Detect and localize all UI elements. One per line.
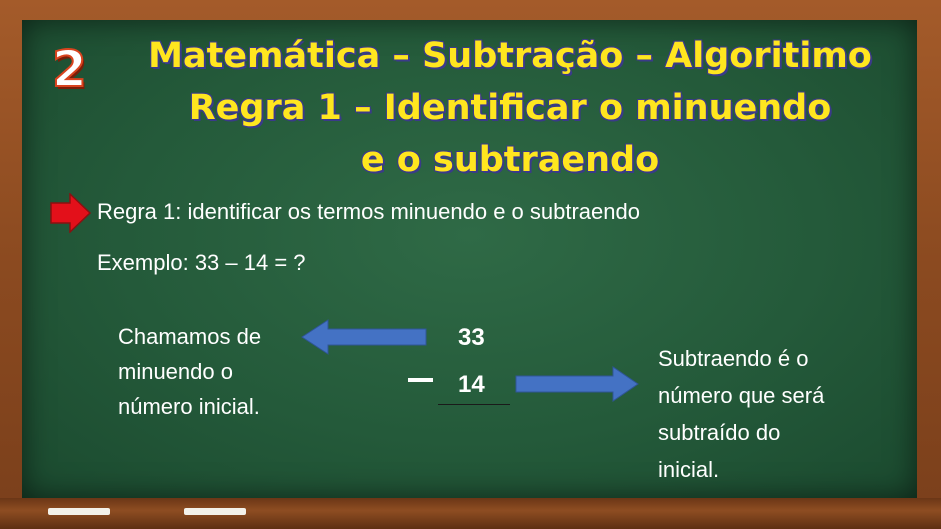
subtrahend-note-line: número que será [658, 383, 825, 408]
result-line [438, 404, 510, 405]
chalk-tray [0, 498, 941, 529]
minuend-note-line: número inicial. [118, 394, 260, 419]
title-line-3: e o subtraendo [360, 140, 660, 180]
minus-sign [408, 378, 433, 382]
subtrahend-note-line: Subtraendo é o [658, 346, 809, 371]
left-arrow-icon [300, 318, 428, 356]
subtrahend-note-line: subtraído do [658, 420, 781, 445]
rule-text: Regra 1: identificar os termos minuendo e o subtraendo [97, 199, 640, 224]
slide-number: 2 [52, 40, 87, 98]
minuend-note-line: minuendo o [118, 359, 233, 384]
chalk-piece [184, 508, 246, 515]
minuend-note-line: Chamamos de [118, 324, 262, 349]
title-line-1: Matemática – Subtração – Algoritimo [148, 36, 872, 76]
minuend-value: 33 [458, 324, 485, 351]
slide-title [100, 30, 920, 186]
title-line-2: Regra 1 – Identificar o minuendo [188, 88, 832, 128]
subtrahend-note-line: inicial. [658, 457, 720, 482]
subtrahend-value: 14 [458, 371, 485, 398]
red-arrow-icon [50, 193, 92, 233]
chalk-piece [48, 508, 110, 515]
minuend-note [118, 319, 261, 424]
right-arrow-icon [515, 365, 640, 403]
subtrahend-note [658, 340, 824, 488]
example-text: Exemplo: 33 – 14 = ? [97, 250, 306, 275]
